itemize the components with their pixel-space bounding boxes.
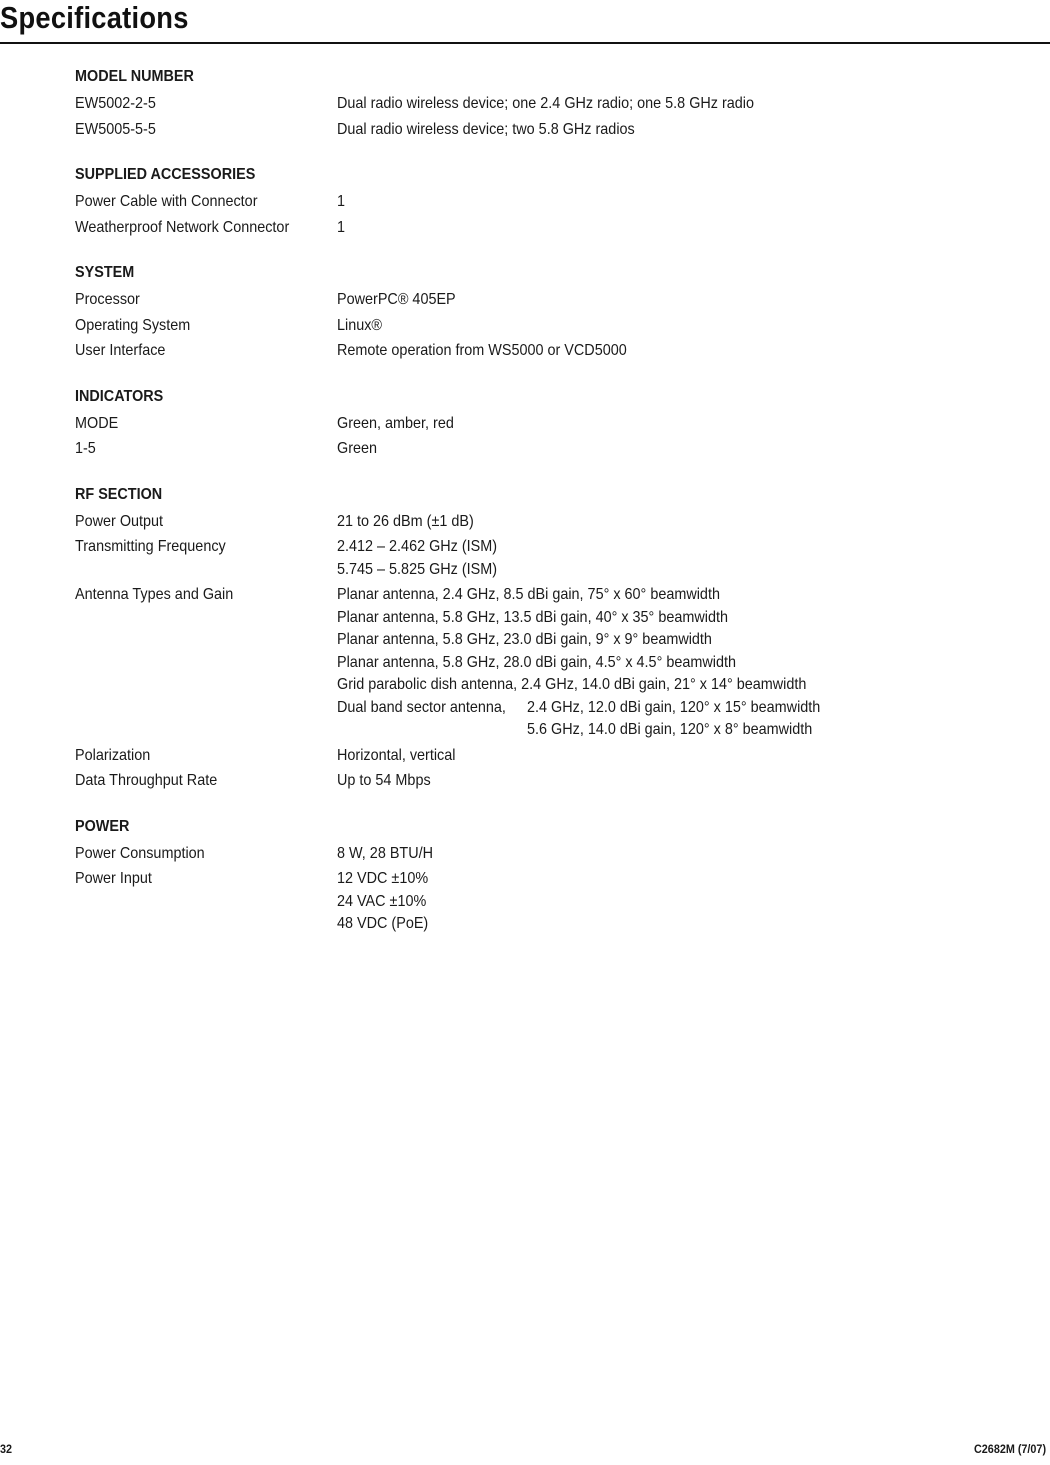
spec-values bbox=[337, 289, 975, 312]
spec-value-text: Green, amber, red bbox=[337, 414, 454, 432]
spec-label-text: User Interface bbox=[75, 342, 166, 359]
spec-label bbox=[75, 843, 337, 866]
spec-row bbox=[75, 289, 975, 312]
spec-value bbox=[337, 511, 975, 534]
spec-value bbox=[337, 93, 975, 116]
document-code: C2682M (7/07) bbox=[973, 1442, 1046, 1456]
spec-label bbox=[75, 536, 337, 559]
spec-label-text: 1-5 bbox=[75, 440, 96, 457]
spec-value bbox=[337, 891, 975, 914]
dual-band-lead bbox=[337, 719, 527, 742]
spec-label bbox=[75, 438, 337, 461]
spec-values bbox=[337, 868, 975, 936]
spec-values bbox=[337, 93, 975, 116]
spec-value-text: 12 VDC ±10% bbox=[337, 870, 429, 887]
spec-row bbox=[75, 438, 975, 461]
spec-row bbox=[75, 413, 975, 436]
spec-values bbox=[337, 536, 975, 581]
spec-row bbox=[75, 770, 975, 793]
spec-row bbox=[75, 217, 975, 240]
spec-value-text: 24 VAC ±10% bbox=[337, 892, 427, 910]
spec-value bbox=[337, 536, 975, 559]
spec-label bbox=[75, 770, 337, 793]
spec-value-text: 48 VDC (PoE) bbox=[337, 915, 429, 932]
spec-value-text: Up to 54 Mbps bbox=[337, 772, 431, 789]
page-title: Specifications bbox=[0, 0, 189, 35]
spec-values bbox=[337, 315, 975, 338]
spec-values bbox=[337, 340, 975, 363]
spec-row bbox=[75, 511, 975, 534]
spec-label-text: Antenna Types and Gain bbox=[75, 586, 234, 603]
spec-row bbox=[75, 536, 975, 581]
spec-values bbox=[337, 413, 975, 436]
spec-label-text: EW5005-5-5 bbox=[75, 120, 156, 138]
spec-label bbox=[75, 745, 337, 768]
spec-row bbox=[75, 119, 975, 142]
spec-row bbox=[75, 745, 975, 768]
spec-section bbox=[75, 482, 975, 793]
spec-values bbox=[337, 438, 975, 461]
spec-value bbox=[337, 438, 975, 461]
spec-value-text: Dual radio wireless device; two 5.8 GHz radios bbox=[337, 120, 635, 138]
spec-section bbox=[75, 384, 975, 461]
section-heading: POWER bbox=[75, 817, 130, 835]
spec-values bbox=[337, 770, 975, 793]
spec-value-text: 5.745 – 5.825 GHz (ISM) bbox=[337, 560, 498, 578]
spec-value-text: Planar antenna, 5.8 GHz, 28.0 dBi gain, 4.5° x 4.5° beamwidth bbox=[337, 653, 736, 671]
spec-label-text: Transmitting Frequency bbox=[75, 538, 226, 555]
spec-row bbox=[75, 315, 975, 338]
specifications-body bbox=[75, 64, 975, 957]
spec-label-text: MODE bbox=[75, 414, 119, 432]
dual-band-lead bbox=[337, 697, 527, 720]
spec-value-text: Linux® bbox=[337, 316, 383, 334]
spec-section bbox=[75, 260, 975, 363]
spec-section bbox=[75, 162, 975, 239]
spec-value-text: Remote operation from WS5000 or VCD5000 bbox=[337, 342, 627, 359]
spec-section bbox=[75, 64, 975, 141]
spec-label bbox=[75, 868, 337, 891]
spec-value bbox=[337, 629, 975, 652]
spec-row bbox=[75, 584, 975, 742]
spec-value-text: Horizontal, vertical bbox=[337, 746, 456, 764]
spec-label-text: Power Input bbox=[75, 870, 152, 887]
spec-label bbox=[75, 413, 337, 436]
spec-row bbox=[75, 340, 975, 363]
spec-value bbox=[337, 217, 975, 240]
page-number: 32 bbox=[0, 1442, 13, 1456]
section-heading: INDICATORS bbox=[75, 387, 164, 405]
spec-value bbox=[337, 289, 975, 312]
spec-value bbox=[337, 913, 975, 936]
spec-values bbox=[337, 511, 975, 534]
spec-values bbox=[337, 217, 975, 240]
spec-label bbox=[75, 93, 337, 116]
spec-label bbox=[75, 340, 337, 363]
spec-value-text: Planar antenna, 5.8 GHz, 13.5 dBi gain, 40° x 35° beamwidth bbox=[337, 608, 728, 626]
spec-label-text: Polarization bbox=[75, 746, 151, 764]
spec-label-text: Power Output bbox=[75, 512, 164, 530]
spec-value-text: Dual radio wireless device; one 2.4 GHz radio; one 5.8 GHz radio bbox=[337, 95, 755, 112]
spec-value bbox=[337, 770, 975, 793]
spec-label-text: Operating System bbox=[75, 316, 191, 334]
spec-value-text: 2.412 – 2.462 GHz (ISM) bbox=[337, 538, 498, 555]
spec-value-dual-band bbox=[337, 697, 975, 720]
spec-value-text: 21 to 26 dBm (±1 dB) bbox=[337, 512, 474, 530]
spec-row bbox=[75, 93, 975, 116]
spec-value bbox=[337, 745, 975, 768]
spec-value bbox=[337, 674, 975, 697]
section-heading: MODEL NUMBER bbox=[75, 68, 194, 85]
spec-value-text: 1 bbox=[337, 193, 346, 210]
section-heading: RF SECTION bbox=[75, 485, 163, 503]
spec-row bbox=[75, 843, 975, 866]
spec-values bbox=[337, 843, 975, 866]
spec-label-text: EW5002-2-5 bbox=[75, 95, 156, 112]
spec-value-dual-band bbox=[337, 719, 975, 742]
spec-value-text: Grid parabolic dish antenna, 2.4 GHz, 14.0 dBi gain, 21° x 14° beamwidth bbox=[337, 676, 807, 693]
spec-label bbox=[75, 584, 337, 607]
dual-band-lead-text: Dual band sector antenna, bbox=[337, 698, 506, 716]
spec-label bbox=[75, 119, 337, 142]
spec-label-text: Power Consumption bbox=[75, 844, 205, 862]
spec-values bbox=[337, 119, 975, 142]
spec-value bbox=[337, 607, 975, 630]
spec-label-text: Power Cable with Connector bbox=[75, 193, 258, 210]
spec-values bbox=[337, 745, 975, 768]
spec-value bbox=[337, 340, 975, 363]
spec-label bbox=[75, 315, 337, 338]
spec-label-text: Processor bbox=[75, 291, 140, 308]
spec-row bbox=[75, 868, 975, 936]
spec-label-text: Data Throughput Rate bbox=[75, 772, 218, 789]
spec-value-text: Green bbox=[337, 440, 378, 457]
spec-value bbox=[337, 868, 975, 891]
spec-value bbox=[337, 413, 975, 436]
spec-value-text: 8 W, 28 BTU/H bbox=[337, 844, 434, 862]
spec-value bbox=[337, 119, 975, 142]
title-divider bbox=[0, 42, 1050, 44]
spec-row bbox=[75, 191, 975, 214]
spec-value-text: Planar antenna, 2.4 GHz, 8.5 dBi gain, 75° x 60° beamwidth bbox=[337, 586, 720, 603]
section-heading: SUPPLIED ACCESSORIES bbox=[75, 166, 256, 183]
spec-section bbox=[75, 814, 975, 936]
spec-value-text: Planar antenna, 5.8 GHz, 23.0 dBi gain, 9° x 9° beamwidth bbox=[337, 631, 712, 648]
spec-label bbox=[75, 511, 337, 534]
spec-value bbox=[337, 652, 975, 675]
section-heading: SYSTEM bbox=[75, 264, 135, 281]
spec-value-text: 1 bbox=[337, 218, 346, 236]
spec-values bbox=[337, 191, 975, 214]
spec-label-text: Weatherproof Network Connector bbox=[75, 218, 290, 236]
spec-value-text: PowerPC® 405EP bbox=[337, 291, 456, 308]
spec-label bbox=[75, 191, 337, 214]
spec-value bbox=[337, 191, 975, 214]
spec-value bbox=[337, 584, 975, 607]
spec-value bbox=[337, 315, 975, 338]
dual-band-line-text: 5.6 GHz, 14.0 dBi gain, 120° x 8° beamwidth bbox=[527, 721, 813, 738]
spec-label bbox=[75, 217, 337, 240]
dual-band-line-text: 2.4 GHz, 12.0 dBi gain, 120° x 15° beamwidth bbox=[527, 698, 821, 716]
spec-value bbox=[337, 843, 975, 866]
spec-value bbox=[337, 559, 975, 582]
spec-values bbox=[337, 584, 975, 742]
spec-label bbox=[75, 289, 337, 312]
